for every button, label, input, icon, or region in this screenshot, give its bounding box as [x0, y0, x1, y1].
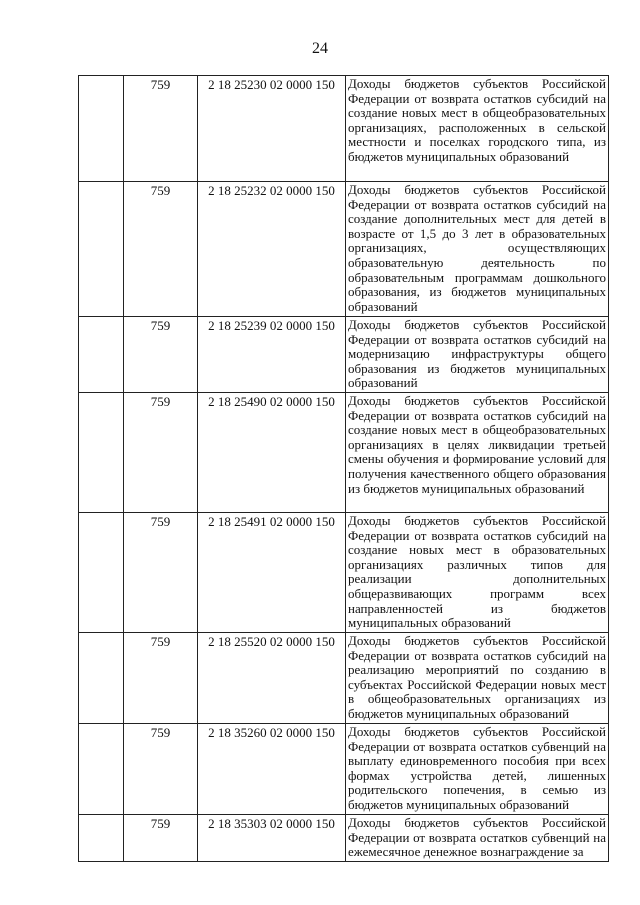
admin-code-cell: 759 [124, 724, 198, 815]
page-number: 24 [312, 40, 328, 57]
table-row [79, 317, 609, 393]
blank-cell [79, 393, 124, 513]
revenue-name-cell: Доходы бюджетов субъектов Российской Федерации от возврата остатков субсидий на создание новых мест в общеобразовательных организациях, расположенных в сельской местности и поселках городского типа, из бюджетов муниципальных образований [346, 76, 609, 182]
revenue-name-cell: Доходы бюджетов субъектов Российской Федерации от возврата остатков субсидий на создание новых мест в образовательных организациях различных типов для реализации дополнительных общеразвивающих программ всех направленностей из бюджетов муниципальных образований [346, 513, 609, 633]
blank-cell [79, 182, 124, 317]
admin-code-cell: 759 [124, 633, 198, 724]
admin-code-cell: 759 [124, 815, 198, 862]
kbk-code-cell: 2 18 25491 02 0000 150 [198, 513, 346, 633]
revenue-name-cell: Доходы бюджетов субъектов Российской Федерации от возврата остатков субвенций на ежемесячное денежное вознаграждение за [346, 815, 609, 862]
kbk-code-cell: 2 18 35260 02 0000 150 [198, 724, 346, 815]
revenue-name-cell: Доходы бюджетов субъектов Российской Федерации от возврата остатков субсидий на реализацию мероприятий по созданию в субъектах Российской Федерации новых мест в общеобразовательных организациях из бюджетов муниципальных образований [346, 633, 609, 724]
admin-code-cell: 759 [124, 76, 198, 182]
kbk-code-cell: 2 18 25490 02 0000 150 [198, 393, 346, 513]
blank-cell [79, 815, 124, 862]
admin-code-cell: 759 [124, 182, 198, 317]
table-row [79, 724, 609, 815]
revenue-name-cell: Доходы бюджетов субъектов Российской Федерации от возврата остатков субсидий на модернизацию инфраструктуры общего образования из бюджетов муниципальных образований [346, 317, 609, 393]
budget-revenue-table [78, 75, 609, 862]
table-row [79, 76, 609, 182]
revenue-name-cell: Доходы бюджетов субъектов Российской Федерации от возврата остатков субвенций на выплату единовременного пособия при всех формах устройства детей, лишенных родительского попечения, в семью из бюджетов муниципальных образований [346, 724, 609, 815]
table-row [79, 815, 609, 862]
blank-cell [79, 633, 124, 724]
blank-cell [79, 317, 124, 393]
admin-code-cell: 759 [124, 317, 198, 393]
blank-cell [79, 513, 124, 633]
kbk-code-cell: 2 18 35303 02 0000 150 [198, 815, 346, 862]
kbk-code-cell: 2 18 25230 02 0000 150 [198, 76, 346, 182]
kbk-code-cell: 2 18 25232 02 0000 150 [198, 182, 346, 317]
revenue-name-cell: Доходы бюджетов субъектов Российской Федерации от возврата остатков субсидий на создание новых мест в общеобразовательных организациях в целях ликвидации третьей смены обучения и формирование условий для получения качественного общего образования из бюджетов муниципальных образований [346, 393, 609, 513]
table-row [79, 182, 609, 317]
kbk-code-cell: 2 18 25239 02 0000 150 [198, 317, 346, 393]
blank-cell [79, 76, 124, 182]
revenue-name-cell: Доходы бюджетов субъектов Российской Федерации от возврата остатков субсидий на создание дополнительных мест для детей в возрасте от 1,5 до 3 лет в образовательных организациях, осуществляющих образовательную деятельность по образовательным программам дошкольного образования, из бюджетов муниципальных образований [346, 182, 609, 317]
admin-code-cell: 759 [124, 393, 198, 513]
table-row [79, 633, 609, 724]
admin-code-cell: 759 [124, 513, 198, 633]
table-row [79, 393, 609, 513]
blank-cell [79, 724, 124, 815]
kbk-code-cell: 2 18 25520 02 0000 150 [198, 633, 346, 724]
table-row [79, 513, 609, 633]
